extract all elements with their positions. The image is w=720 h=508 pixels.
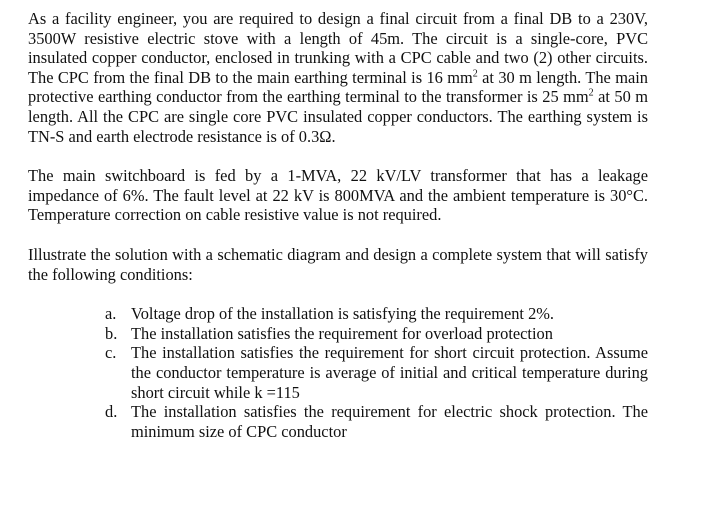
paragraph-circuit-description — [28, 9, 648, 146]
paragraph-1-part-3: at 50 m length. All the CPC are single core PVC insulated copper conductors. The earthing system is TN-S and earth electrode resistance is of 0.3Ω. — [28, 87, 648, 146]
list-item-text: The installation satisfies the requirement for electric shock protection. The minimum size of CPC conductor — [131, 402, 648, 441]
list-item-condition-b — [28, 324, 648, 344]
list-marker: b. — [105, 323, 118, 343]
list-item-text: The installation satisfies the requirement for short circuit protection. Assume the conductor temperature is average of initial and critical temperature during short circuit while k =115 — [131, 343, 648, 402]
superscript-2: 2 — [472, 68, 478, 80]
list-item-condition-d — [28, 402, 648, 441]
list-item-condition-a — [28, 304, 648, 324]
list-item-text: The installation satisfies the requirement for overload protection — [131, 323, 553, 343]
list-item-text: Voltage drop of the installation is satisfying the requirement 2%. — [131, 304, 555, 324]
paragraph-1-part-1: As a facility engineer, you are required to design a final circuit from a final DB to a 230V, 3500W resistive electric stove with a length of 45m. The circuit is a single-core, PVC insulated copper conductor, enclosed in trunking with a CPC cable and two (2) other circuits. The CPC from the final DB to the main earthing terminal is 16 mm — [28, 9, 648, 87]
paragraph-instructions: Illustrate the solution with a schematic diagram and design a complete system that will satisfy the following conditions: — [28, 244, 648, 284]
list-marker: a. — [105, 304, 117, 324]
paragraph-1-part-2: at 30 m length. The main protective earthing conductor from the earthing terminal to the transformer is 25 mm — [28, 67, 648, 107]
list-item-condition-c — [28, 343, 648, 402]
paragraph-transformer-description: The main switchboard is fed by a 1-MVA, 22 kV/LV transformer that has a leakage impedance of 6%. The fault level at 22 kV is 800MVA and the ambient temperature is 30°C. Temperature correction on cable resistive value is not required. — [28, 166, 648, 225]
question-document — [28, 9, 648, 441]
superscript-2: 2 — [588, 87, 594, 99]
list-marker: d. — [105, 402, 118, 422]
list-marker: c. — [105, 343, 117, 363]
conditions-list — [28, 304, 648, 441]
